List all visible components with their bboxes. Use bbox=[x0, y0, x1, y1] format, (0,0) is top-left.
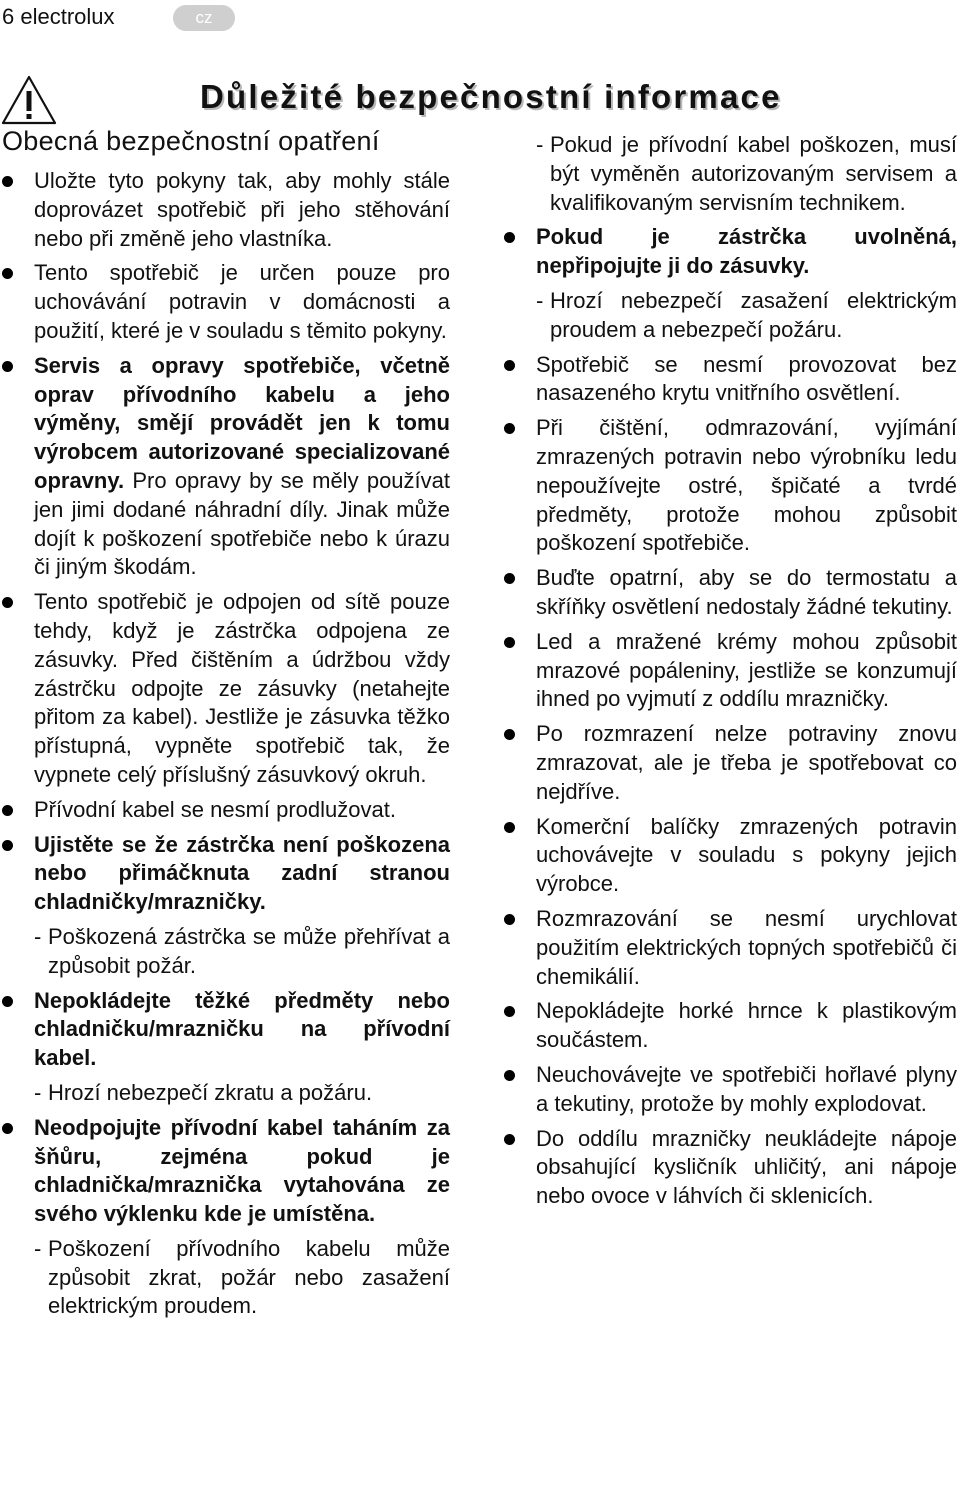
bullet-icon bbox=[2, 1123, 13, 1134]
bullet-icon bbox=[2, 996, 13, 1007]
bullet-icon bbox=[2, 597, 13, 608]
warning-icon bbox=[0, 74, 58, 126]
list-item: Neuchovávejte ve spotřebiči hořlavé plyny a tekutiny, protože by mohly explodovat. bbox=[502, 1061, 957, 1119]
list-item: Uložte tyto pokyny tak, aby mohly stále doprovázet spotřebič při jeho stěhování nebo při změně jeho vlastníka. bbox=[0, 167, 450, 253]
list-item: Nepokládejte horké hrnce k plastikovým součástem. bbox=[502, 997, 957, 1055]
section-title: Obecná bezpečnostní opatření bbox=[2, 126, 380, 156]
bullet-icon bbox=[2, 840, 13, 851]
bullet-icon bbox=[504, 637, 515, 648]
list-item: Tento spotřebič je odpojen od sítě pouze tehdy, když je zástrčka odpojena ze zásuvky. Před čištěním a údržbou vždy zástrčku odpojte ze zásuvky (netahejte přitom za kabel). Jestliže je zásuvka těžko přístupná, vypněte spotřebič tak, že vypnete celý příslušný zásuvkový okruh. bbox=[0, 588, 450, 790]
page-title: Důležité bezpečnostní informace bbox=[200, 78, 782, 115]
sub-item: - Pokud je přívodní kabel poškozen, musí být vyměněn autorizovaným servisem a kvalifikovaným servisním technikem. bbox=[536, 132, 957, 215]
bullet-icon bbox=[504, 1070, 515, 1081]
sub-item: - Hrozí nebezpečí zasažení elektrickým proudem a nebezpečí požáru. bbox=[536, 287, 957, 342]
page-header bbox=[0, 2, 960, 32]
list-item: Nepokládejte těžké předměty nebo chladničku/mrazničku na přívodní kabel. bbox=[0, 987, 450, 1073]
bullet-icon bbox=[504, 423, 515, 434]
list-item: Led a mražené krémy mohou způsobit mrazové popáleniny, jestliže se konzumují ihned po vyjmutí z oddílu mrazničky. bbox=[502, 628, 957, 714]
bullet-icon bbox=[504, 573, 515, 584]
language-badge: cz bbox=[173, 5, 235, 31]
list-item: Do oddílu mrazničky neukládejte nápoje obsahující kysličník uhličitý, ani nápoje nebo ovoce v láhvích či sklenicích. bbox=[502, 1125, 957, 1211]
bullet-icon bbox=[2, 176, 13, 187]
bullet-icon bbox=[504, 729, 515, 740]
left-column bbox=[0, 167, 450, 1327]
list-item: Ujistěte se že zástrčka není poškozena nebo přimáčknuta zadní stranou chladničky/mrazničky. bbox=[0, 831, 450, 917]
bullet-icon bbox=[504, 914, 515, 925]
sub-item: - Poškození přívodního kabelu může způsobit zkrat, požár nebo zasažení elektrickým proudem. bbox=[34, 1235, 450, 1319]
list-item: Servis a opravy spotřebiče, včetně oprav přívodního kabelu a jeho výměny, smějí provádět jen k tomu výrobcem autorizované specializované opravny. Pro opravy by se měly používat jen jimi dodané náhradní díly. Jinak může dojít k poškození spotřebiče nebo k úrazu či jiným škodám. bbox=[0, 352, 450, 582]
list-item: Komerční balíčky zmrazených potravin uchovávejte v souladu s pokyny jejich výrobce. bbox=[502, 813, 957, 899]
sub-item: - Poškozená zástrčka se může přehřívat a způsobit požár. bbox=[34, 923, 450, 978]
list-item: Tento spotřebič je určen pouze pro uchovávání potravin v domácnosti a použití, které je v souladu s těmito pokyny. bbox=[0, 259, 450, 345]
bullet-icon bbox=[504, 1134, 515, 1145]
list-item: Neodpojujte přívodní kabel taháním za šňůru, zejména pokud je chladnička/mraznička vytahována ze svého výklenku kde je umístěna. bbox=[0, 1114, 450, 1229]
list-item: Rozmrazování se nesmí urychlovat použitím elektrických topných spotřebičů či chemikálií. bbox=[502, 905, 957, 991]
list-item: Po rozmrazení nelze potraviny znovu zmrazovat, ale je třeba je spotřebovat co nejdříve. bbox=[502, 720, 957, 806]
bullet-icon bbox=[504, 232, 515, 243]
list-item: Přívodní kabel se nesmí prodlužovat. bbox=[0, 796, 450, 825]
bullet-icon bbox=[504, 360, 515, 371]
page-number: 6 electrolux bbox=[2, 4, 115, 29]
list-item: Pokud je zástrčka uvolněná, nepřipojujte ji do zásuvky. bbox=[502, 223, 957, 281]
bullet-icon bbox=[2, 361, 13, 372]
list-item: Buďte opatrní, aby se do termostatu a skříňky osvětlení nedostaly žádné tekutiny. bbox=[502, 564, 957, 622]
sub-item: - Hrozí nebezpečí zkratu a požáru. bbox=[34, 1079, 373, 1105]
right-column bbox=[502, 131, 957, 1217]
list-item: Při čištění, odmrazování, vyjímání zmrazených potravin nebo výrobníku ledu nepoužívejte ostré, špičaté a tvrdé předměty, protože mohou způsobit poškození spotřebiče. bbox=[502, 414, 957, 558]
bullet-icon bbox=[504, 822, 515, 833]
bullet-icon bbox=[2, 805, 13, 816]
bullet-icon bbox=[2, 268, 13, 279]
bullet-icon bbox=[504, 1006, 515, 1017]
list-item: Spotřebič se nesmí provozovat bez nasazeného krytu vnitřního osvětlení. bbox=[502, 351, 957, 409]
